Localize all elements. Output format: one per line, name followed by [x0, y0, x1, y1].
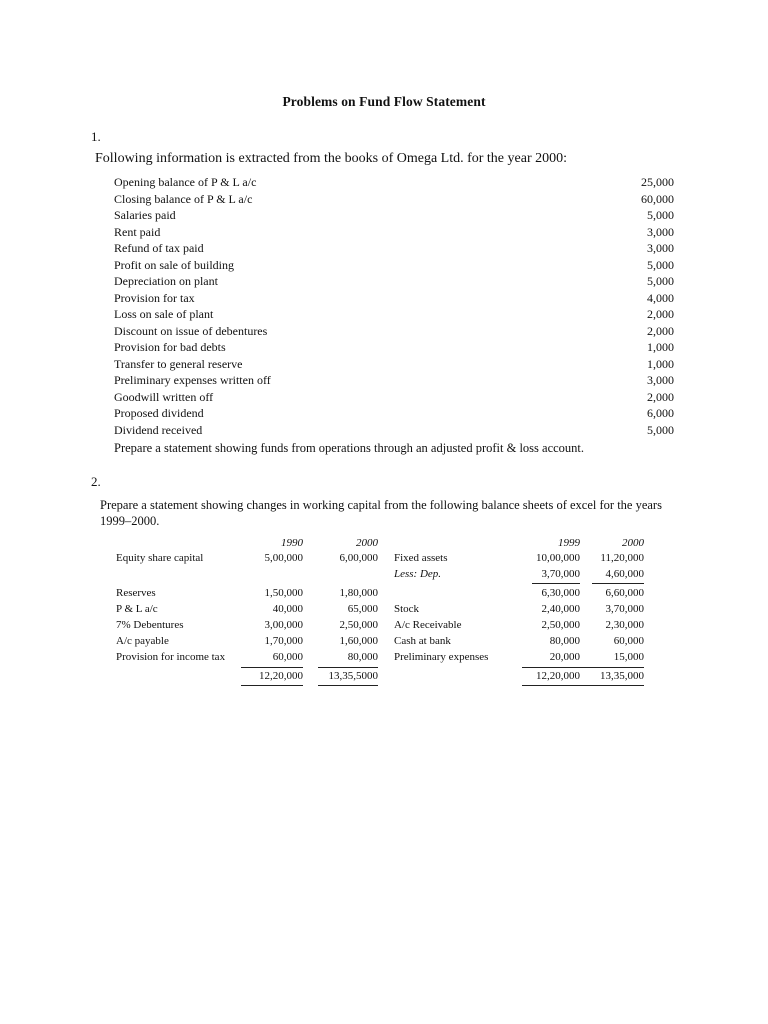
liability-label: A/c payable	[116, 635, 169, 647]
asset-label: Less: Dep.	[394, 568, 442, 580]
asset-value: 2,30,000	[605, 619, 644, 631]
item-amount: 5,000	[647, 274, 674, 288]
liability-label: Reserves	[116, 587, 156, 599]
item-amount: 2,000	[647, 307, 674, 321]
total-rule	[522, 667, 580, 668]
item-amount: 2,000	[647, 323, 674, 338]
liability-value: 1,60,000	[339, 635, 378, 647]
item-label: Salaries paid	[114, 208, 176, 222]
item-amount: 5,000	[647, 257, 674, 272]
total-rule	[318, 685, 378, 686]
question-1-number: 1.	[91, 129, 101, 144]
assets-total: 13,35,000	[600, 670, 644, 682]
item-label: Refund of tax paid	[114, 241, 204, 255]
liability-label: 7% Debentures	[116, 619, 184, 631]
asset-label: A/c Receivable	[394, 619, 462, 631]
asset-label: Fixed assets	[394, 552, 448, 564]
asset-value: 6,30,000	[541, 587, 580, 599]
item-label: Provision for bad debts	[114, 340, 226, 354]
liability-value: 3,00,000	[264, 619, 303, 631]
asset-value: 2,50,000	[541, 619, 580, 631]
question-2-text: Prepare a statement showing changes in working capital from the following balance sheets of excel for the years 1999–2000.	[100, 498, 662, 528]
item-amount: 1,000	[647, 340, 674, 354]
item-label: Proposed dividend	[114, 406, 204, 420]
asset-value: 6,60,000	[605, 587, 644, 599]
liability-label: Provision for income tax	[116, 651, 226, 663]
liability-value: 60,000	[272, 651, 303, 663]
liability-value: 65,000	[347, 603, 378, 615]
item-amount: 25,000	[641, 175, 674, 189]
subtotal-rule	[532, 583, 580, 584]
subtotal-rule	[592, 583, 644, 584]
item-amount: 5,000	[647, 422, 674, 437]
item-label: Provision for tax	[114, 290, 195, 305]
liability-label: P & L a/c	[116, 603, 158, 615]
asset-value: 80,000	[549, 635, 580, 647]
question-1-intro: Following information is extracted from the books of Omega Ltd. for the year 2000:	[95, 151, 568, 166]
item-label: Goodwill written off	[114, 389, 214, 404]
asset-label: Preliminary expenses	[394, 651, 489, 663]
item-label: Transfer to general reserve	[114, 356, 243, 371]
item-label: Profit on sale of building	[114, 257, 234, 272]
item-amount: 3,000	[647, 241, 674, 255]
item-label: Rent paid	[114, 224, 161, 239]
item-amount: 3,000	[647, 224, 674, 239]
asset-label: Stock	[394, 603, 420, 615]
asset-value: 60,000	[613, 635, 644, 647]
item-amount: 5,000	[647, 208, 674, 222]
asset-value: 4,60,000	[605, 568, 644, 580]
total-rule	[580, 667, 644, 668]
total-rule	[580, 685, 644, 686]
item-label: Opening balance of P & L a/c	[114, 175, 257, 189]
liability-value: 2,50,000	[339, 619, 378, 631]
asset-value: 20,000	[549, 651, 580, 663]
question-2-number: 2.	[91, 474, 101, 489]
page-title: Problems on Fund Flow Statement	[282, 94, 486, 109]
item-label: Preliminary expenses written off	[114, 373, 271, 387]
asset-value: 15,000	[613, 651, 644, 663]
item-label: Closing balance of P & L a/c	[114, 191, 253, 206]
item-amount: 1,000	[647, 356, 674, 371]
column-header: 1990	[281, 537, 303, 549]
liability-label: Equity share capital	[116, 552, 204, 564]
liability-value: 1,80,000	[339, 587, 378, 599]
column-header: 2000	[356, 537, 378, 549]
liability-value: 1,50,000	[264, 587, 303, 599]
liability-value: 6,00,000	[339, 552, 378, 564]
item-amount: 6,000	[647, 406, 674, 420]
column-header: 2000	[622, 537, 644, 549]
liability-value: 40,000	[272, 603, 303, 615]
liabilities-total: 12,20,000	[259, 670, 303, 682]
item-label: Dividend received	[114, 422, 203, 437]
liability-value: 5,00,000	[264, 552, 303, 564]
question-1-instruction: Prepare a statement showing funds from operations through an adjusted profit & loss account.	[114, 441, 585, 455]
asset-value: 2,40,000	[541, 603, 580, 615]
total-rule	[241, 667, 303, 668]
asset-label: Cash at bank	[394, 635, 451, 647]
asset-value: 11,20,000	[600, 552, 644, 564]
asset-value: 10,00,000	[536, 552, 580, 564]
item-label: Depreciation on plant	[114, 274, 218, 288]
liabilities-total: 13,35,5000	[328, 670, 378, 682]
asset-value: 3,70,000	[605, 603, 644, 615]
item-amount: 3,000	[647, 373, 674, 387]
column-header: 1999	[558, 537, 580, 549]
liability-value: 80,000	[347, 651, 378, 663]
item-label: Discount on issue of debentures	[114, 323, 268, 338]
item-amount: 2,000	[647, 389, 674, 404]
item-label: Loss on sale of plant	[114, 307, 214, 321]
item-amount: 60,000	[641, 191, 674, 206]
item-amount: 4,000	[647, 290, 674, 305]
assets-total: 12,20,000	[536, 670, 580, 682]
asset-value: 3,70,000	[541, 568, 580, 580]
total-rule	[241, 685, 303, 686]
liability-value: 1,70,000	[264, 635, 303, 647]
total-rule	[318, 667, 378, 668]
total-rule	[522, 685, 580, 686]
